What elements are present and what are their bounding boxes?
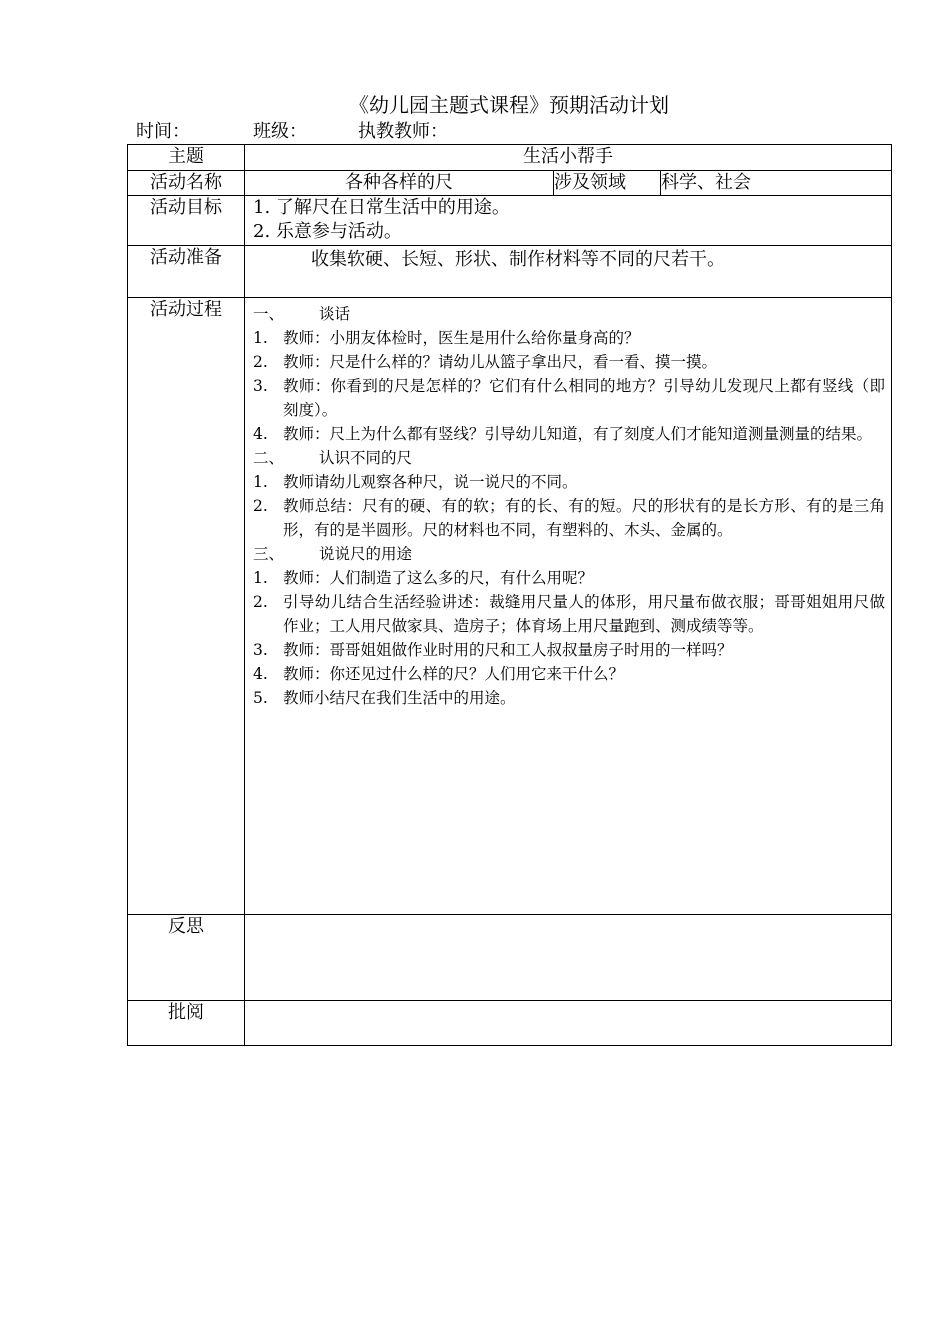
step-text: 教师总结：尺有的硬、有的软；有的长、有的短。尺的形状有的是长方形、有的是三角形，有的是半圆形。尺的材料也不同，有塑料的、木头、金属的。	[283, 497, 886, 539]
preparation-cell	[245, 246, 892, 298]
row-process	[128, 298, 892, 915]
row-theme	[128, 145, 892, 171]
section-title: 认识不同的尺	[319, 449, 413, 467]
step-text: 教师：小朋友体检时，医生是用什么给你量身高的？	[283, 329, 640, 347]
process-section-heading	[253, 542, 885, 566]
step-number: 3.	[253, 641, 268, 659]
process-content	[245, 298, 891, 710]
process-step	[253, 374, 885, 422]
time-label: 时间：	[136, 121, 190, 142]
row-preparation	[128, 246, 892, 298]
preparation-value: 收集软硬、长短、形状、制作材料等不同的尺若干。	[311, 249, 725, 270]
step-number: 1.	[253, 329, 268, 347]
teacher-label: 执教教师：	[358, 121, 448, 142]
process-step	[253, 350, 885, 374]
review-label: 批阅	[128, 1001, 245, 1046]
goal-item: 2. 乐意参与活动。	[253, 221, 402, 242]
process-section-heading	[253, 446, 885, 470]
step-number: 5.	[253, 689, 268, 707]
process-step	[253, 662, 885, 686]
process-step	[253, 590, 885, 638]
process-step	[253, 470, 885, 494]
process-cell	[245, 298, 892, 915]
process-step	[253, 638, 885, 662]
section-number: 一、	[253, 305, 285, 323]
goal-item: 1. 了解尺在日常生活中的用途。	[253, 197, 510, 218]
step-text: 教师：人们制造了这么多的尺，有什么用呢？	[283, 569, 594, 587]
goals-label: 活动目标	[128, 196, 245, 246]
process-label: 活动过程	[128, 298, 245, 915]
reflection-value	[245, 915, 892, 1001]
domain-value: 科学、社会	[661, 171, 892, 196]
preparation-label: 活动准备	[128, 246, 245, 298]
step-text: 教师：你看到的尺是怎样的？它们有什么相同的地方？引导幼儿发现尺上都有竖线（即刻度）。	[283, 377, 886, 419]
section-number: 二、	[253, 449, 285, 467]
step-text: 教师请幼儿观察各种尺，说一说尺的不同。	[283, 473, 578, 491]
domain-label: 涉及领域	[554, 171, 661, 196]
process-step	[253, 422, 885, 446]
process-step	[253, 326, 885, 350]
section-title: 谈话	[319, 305, 351, 323]
row-activity-name	[128, 171, 892, 196]
step-text: 教师：哥哥姐姐做作业时用的尺和工人叔叔量房子时用的一样吗？	[283, 641, 733, 659]
activity-name-value: 各种各样的尺	[245, 171, 554, 196]
step-text: 教师：尺是什么样的？请幼儿从篮子拿出尺，看一看、摸一摸。	[283, 353, 718, 371]
class-label: 班级：	[253, 121, 307, 142]
step-text: 教师：你还见过什么样的尺？人们用它来干什么？	[283, 665, 625, 683]
goals-value	[245, 196, 892, 246]
activity-name-label: 活动名称	[128, 171, 245, 196]
process-step	[253, 566, 885, 590]
review-value	[245, 1001, 892, 1046]
activity-plan-table	[127, 144, 892, 1046]
row-reflection	[128, 915, 892, 1001]
step-number: 2.	[253, 353, 268, 371]
row-goals	[128, 196, 892, 246]
step-text: 引导幼儿结合生活经验讲述：裁缝用尺量人的体形，用尺量布做衣服；哥哥姐姐用尺做作业；工人用尺做家具、造房子；体育场上用尺量跑到、测成绩等等。	[283, 593, 886, 635]
reflection-label: 反思	[128, 915, 245, 1001]
step-number: 2.	[253, 593, 268, 611]
step-number: 1.	[253, 473, 268, 491]
step-number: 1.	[253, 569, 268, 587]
process-step	[253, 686, 885, 710]
process-section-heading	[253, 302, 885, 326]
theme-label: 主题	[128, 145, 245, 171]
step-text: 教师小结尺在我们生活中的用途。	[283, 689, 516, 707]
step-number: 3.	[253, 377, 268, 395]
document-title: 《幼儿园主题式课程》预期活动计划	[349, 93, 669, 117]
step-number: 2.	[253, 497, 268, 515]
theme-value: 生活小帮手	[245, 145, 892, 171]
section-number: 三、	[253, 545, 285, 563]
process-step	[253, 494, 885, 542]
step-number: 4.	[253, 665, 268, 683]
step-text: 教师：尺上为什么都有竖线？引导幼儿知道，有了刻度人们才能知道测量测量的结果。	[283, 425, 873, 443]
row-review	[128, 1001, 892, 1046]
section-title: 说说尺的用途	[319, 545, 413, 563]
step-number: 4.	[253, 425, 268, 443]
